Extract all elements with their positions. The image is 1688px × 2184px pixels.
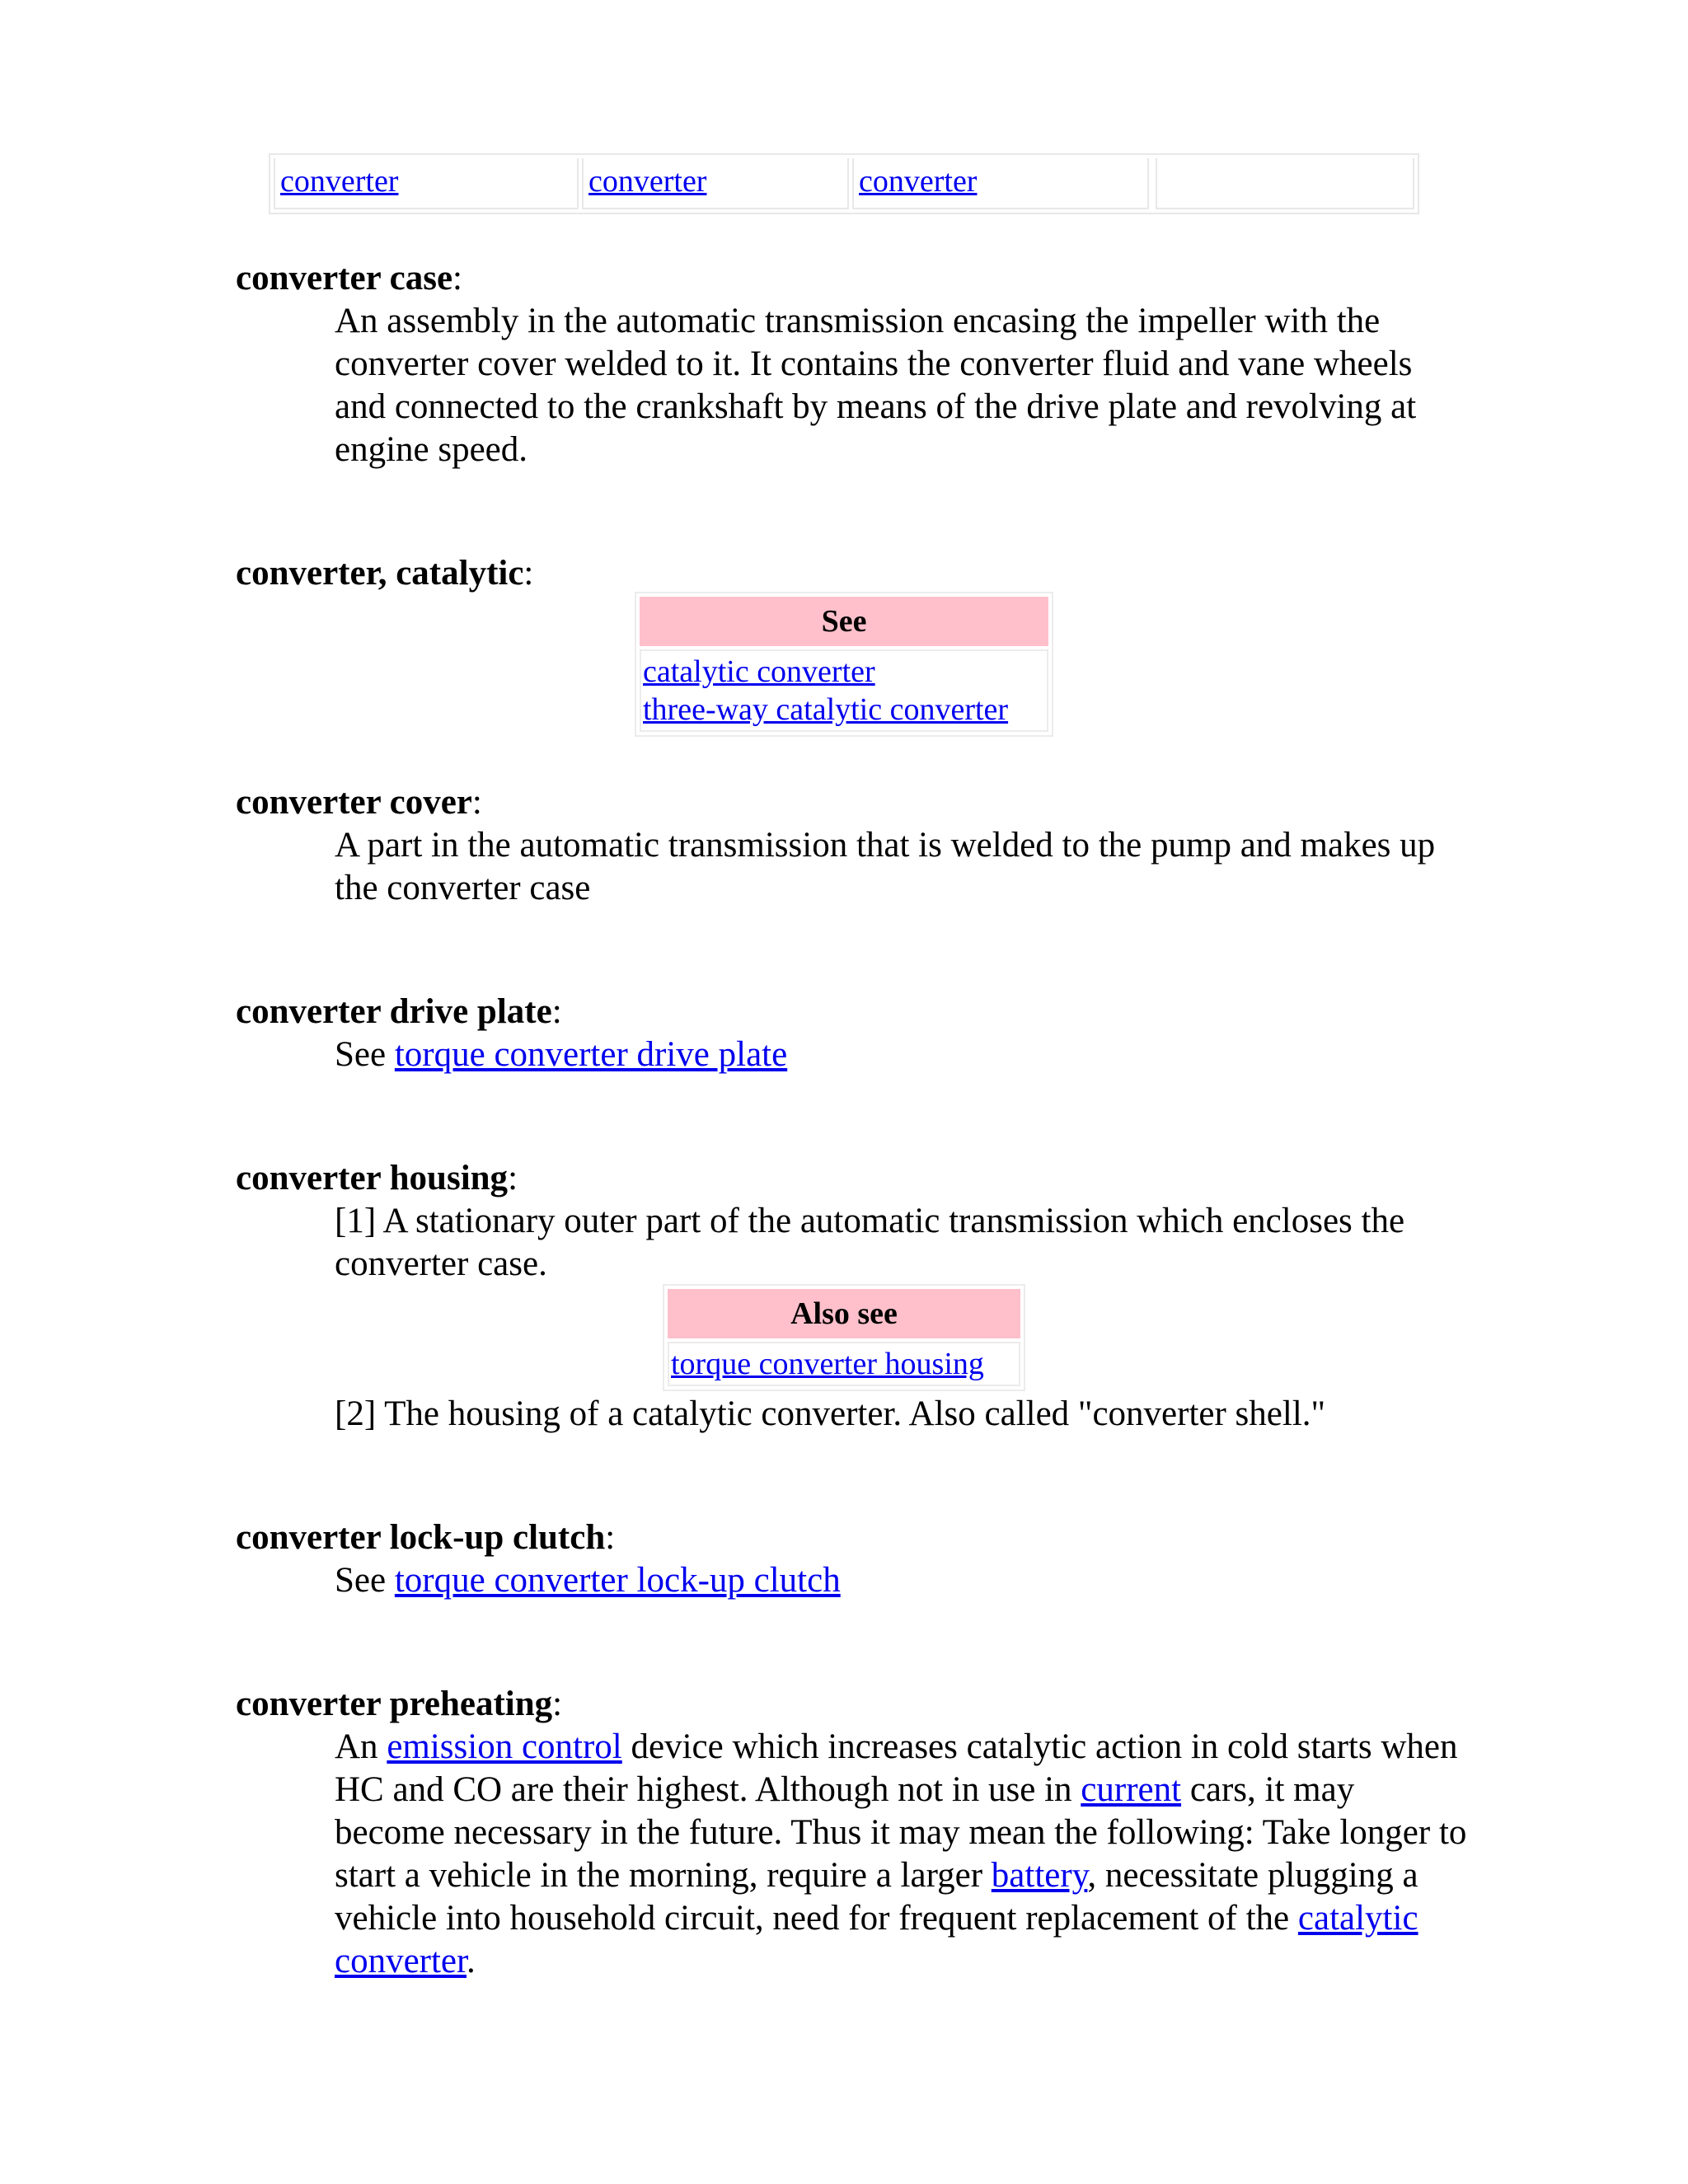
entry-definition: An assembly in the automatic transmission encasing the impeller with the converter cover welded to it. It contains the converter fluid and vane wheels and connected to the crankshaft by means of the drive plate and revolving at engine speed. (335, 302, 1417, 469)
battery-link[interactable]: battery (991, 1856, 1088, 1895)
entry-converter-lockup-clutch: converter lock-up clutch: See torque converter lock-up clutch (236, 1516, 1472, 1602)
entry-term: converter preheating (236, 1685, 553, 1723)
entry-term: converter drive plate (236, 992, 552, 1031)
entry-definition: An emission control device which increases catalytic action in cold starts when HC and CO are their highest. Although not in use in current cars, it may become necessary in the future. Thus it may mean the following: Take longer to start a vehicle in the morning, require a larger battery, necessitate plugging a vehicle into household circuit, need for frequent replacement of the catalytic converter. (335, 1727, 1467, 1980)
entry-converter-drive-plate: converter drive plate: See torque converter drive plate (236, 991, 1472, 1076)
converter-link-2[interactable]: converter (588, 164, 707, 199)
torque-converter-lockup-clutch-link[interactable]: torque converter lock-up clutch (394, 1561, 841, 1600)
catalytic-converter-link-2[interactable]: catalytic converter (335, 1899, 1418, 1980)
entry-term: converter cover (236, 783, 472, 822)
converter-link-3[interactable]: converter (859, 164, 978, 199)
see-header: See (640, 597, 1048, 646)
top-link-table (269, 153, 1419, 214)
also-see-reference-table (663, 1284, 1025, 1391)
converter-link-1[interactable]: converter (280, 164, 399, 199)
catalytic-converter-link[interactable]: catalytic converter (643, 654, 875, 689)
top-table-cell-3 (852, 158, 1149, 209)
entry-definition: A part in the automatic transmission that is welded to the pump and makes up the converter case (335, 826, 1436, 907)
entry-converter-case: converter case: An assembly in the automatic transmission encasing the impeller with the converter cover welded to it. It contains the converter fluid and vane wheels and connected to the crankshaft by means of the drive plate and revolving at engine speed. (236, 257, 1472, 471)
entry-definition-2: [2] The housing of a catalytic converter. Also called "converter shell." (335, 1394, 1326, 1433)
entry-converter-housing-part-2 (236, 1393, 1472, 1436)
current-link[interactable]: current (1081, 1770, 1182, 1809)
entry-converter-housing: converter housing: [1] A stationary outer part of the automatic transmission which encloses the converter case. (236, 1157, 1472, 1286)
torque-converter-housing-link[interactable]: torque converter housing (671, 1347, 984, 1381)
entry-term: converter housing (236, 1159, 509, 1197)
entry-converter-preheating: converter preheating: An emission control device which increases catalytic action in cold starts when HC and CO are their highest. Although not in use in current cars, it may become necessary in the future. Thus it may mean the following: Take longer to start a vehicle in the morning, require a larger battery, necessitate plugging a vehicle into household circuit, need for frequent replacement of the catalytic converter. (236, 1683, 1472, 1983)
top-table-cell-4 (1156, 158, 1414, 209)
also-see-header: Also see (668, 1289, 1020, 1338)
entry-converter-cover: converter cover: A part in the automatic transmission that is welded to the pump and makes up the converter case (236, 781, 1472, 910)
see-reference-table (635, 592, 1053, 737)
also-see-links (668, 1342, 1020, 1386)
top-table-cell-2 (582, 158, 849, 209)
entry-term: converter case (236, 259, 453, 298)
entry-definition: See torque converter drive plate (335, 1035, 788, 1074)
emission-control-link[interactable]: emission control (387, 1727, 622, 1766)
entry-converter-catalytic: converter, catalytic: (236, 554, 534, 593)
three-way-catalytic-converter-link[interactable]: three-way catalytic converter (643, 692, 1009, 727)
entry-definition-1: [1] A stationary outer part of the automatic transmission which encloses the converter case. (335, 1202, 1405, 1283)
see-links (640, 649, 1048, 732)
torque-converter-drive-plate-link[interactable]: torque converter drive plate (394, 1035, 788, 1074)
entry-definition: See torque converter lock-up clutch (335, 1561, 841, 1600)
entry-term: converter, catalytic (236, 554, 524, 593)
entry-term: converter lock-up clutch (236, 1518, 606, 1557)
top-table-cell-1 (274, 158, 579, 209)
